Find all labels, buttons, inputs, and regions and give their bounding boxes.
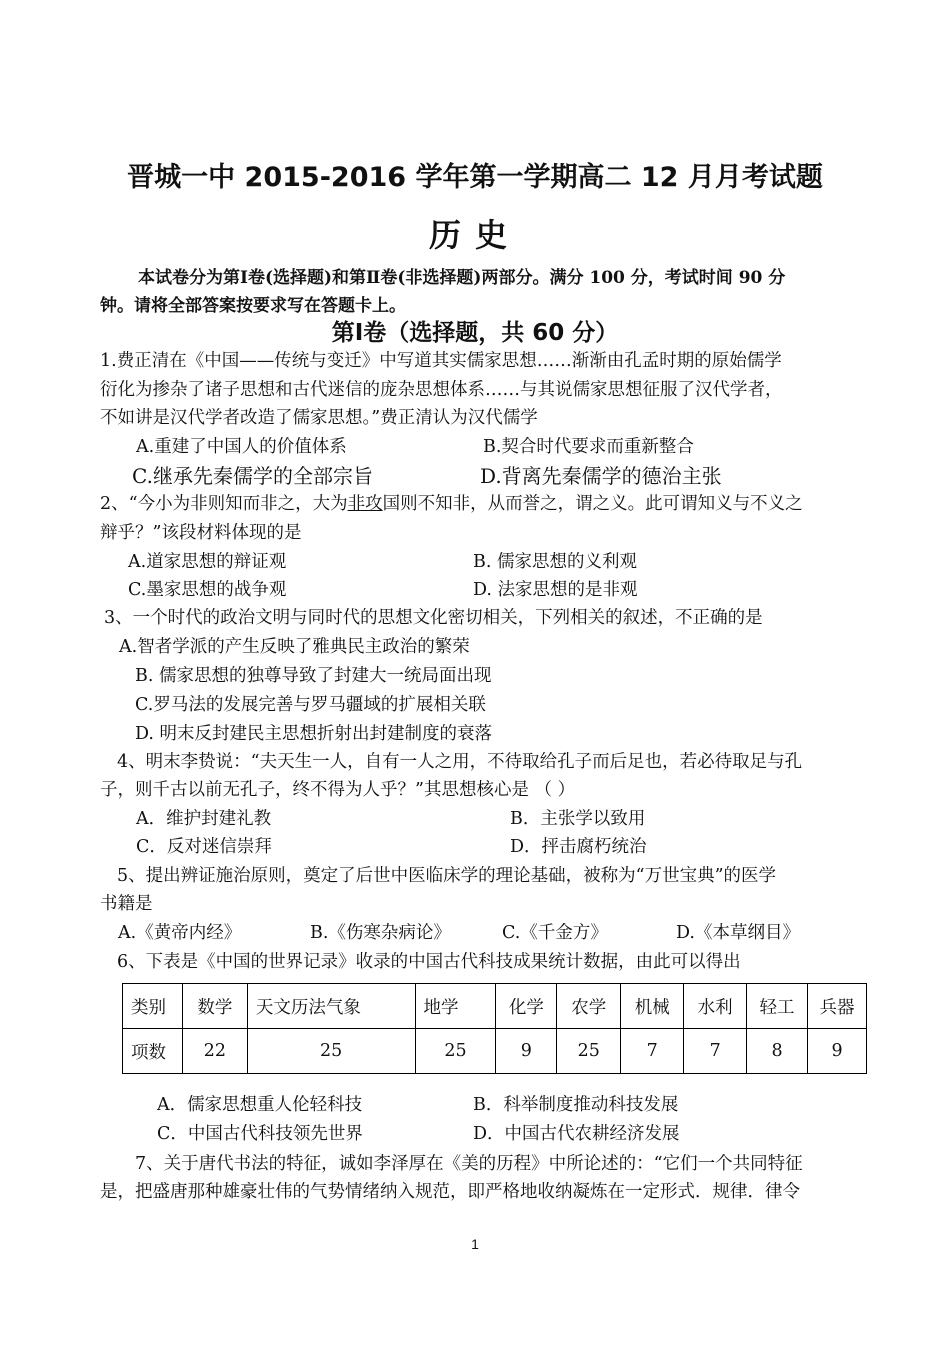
exam-title: 晋城一中 2015-2016 学年第一学期高二 12 月月考试题 <box>127 162 823 193</box>
part-one-title: 第Ⅰ卷（选择题，共 60 分） <box>331 320 619 346</box>
q1-stem-line-3: 不如讲是汉代学者改造了儒家思想。”费正清认为汉代儒学 <box>100 408 538 428</box>
table-cell: 7 <box>621 1029 684 1074</box>
q5-stem-line-1: 5、提出辨证施治原则，奠定了后世中医临床学的理论基础，被称为“万世宝典”的医学 <box>117 866 777 886</box>
table-cell: 9 <box>808 1029 867 1074</box>
table-cell: 7 <box>684 1029 747 1074</box>
q2-stem-underlined: 非攻 <box>347 494 383 514</box>
table-cell: 项数 <box>123 1029 183 1074</box>
intro-line-2: 钟。请将全部答案按要求写在答题卡上。 <box>100 296 406 316</box>
table-cell: 地学 <box>415 984 496 1029</box>
page-number: 1 <box>471 1236 479 1252</box>
table-cell: 轻工 <box>747 984 808 1029</box>
q4-option-b: B．主张学以致用 <box>510 809 646 829</box>
q4-option-d: D．抨击腐朽统治 <box>510 837 647 857</box>
q4-option-a: A．维护封建礼教 <box>136 809 272 829</box>
q3-option-b: B. 儒家思想的独尊导致了封建大一统局面出现 <box>135 666 492 686</box>
q6-option-a: A．儒家思想重人伦轻科技 <box>157 1095 363 1115</box>
q3-stem-line-1: 3、一个时代的政治文明与同时代的思想文化密切相关，下列相关的叙述，不正确的是 <box>104 608 763 628</box>
table-cell: 数学 <box>182 984 247 1029</box>
q7-stem-line-2: 是，把盛唐那种雄豪壮伟的气势情绪纳入规范，即严格地收纳凝炼在一定形式．规律．律令 <box>100 1182 800 1202</box>
table-cell: 农学 <box>557 984 621 1029</box>
table-header-row <box>123 984 867 1029</box>
table-cell: 25 <box>415 1029 496 1074</box>
q7-stem-line-1: 7、关于唐代书法的特征，诚如李泽厚在《美的历程》中所论述的：“它们一个共同特征 <box>135 1154 803 1174</box>
intro-line-1: 本试卷分为第Ⅰ卷(选择题)和第Ⅱ卷(非选择题)两部分。满分 100 分，考试时间 90 分 <box>138 268 786 288</box>
table-cell: 天文历法气象 <box>247 984 415 1029</box>
table-row <box>123 1029 867 1074</box>
table-cell: 化学 <box>496 984 557 1029</box>
q5-option-c: C.《千金方》 <box>502 923 608 943</box>
q2-stem-line-1 <box>100 490 803 515</box>
q2-option-a: A.道家思想的辩证观 <box>128 552 287 572</box>
table-cell: 25 <box>247 1029 415 1074</box>
q2-stem-text-a: 2、“今小为非则知而非之，大为 <box>100 494 348 514</box>
q6-option-b: B．科举制度推动科技发展 <box>473 1095 679 1115</box>
q1-stem-line-1: 1.费正清在《中国——传统与变迁》中写道其实儒家思想……渐渐由孔孟时期的原始儒学 <box>100 351 782 371</box>
q2-stem-text-b: 国则不知非，从而誉之，谓之义。此可谓知义与不义之 <box>382 494 803 514</box>
table-cell: 25 <box>557 1029 621 1074</box>
q3-option-c: C.罗马法的发展完善与罗马疆域的扩展相关联 <box>135 695 486 715</box>
q5-option-a: A.《黄帝内经》 <box>118 923 242 943</box>
q2-option-c: C.墨家思想的战争观 <box>128 580 287 600</box>
q5-stem-line-2: 书籍是 <box>100 894 153 914</box>
q6-stem-line-1: 6、下表是《中国的世界记录》收录的中国古代科技成果统计数据，由此可以得出 <box>117 952 741 972</box>
q3-option-a: A.智者学派的产生反映了雅典民主政治的繁荣 <box>119 637 470 657</box>
table-cell: 8 <box>747 1029 808 1074</box>
q4-stem-line-2: 子，则千古以前无孔子，终不得为人乎？”其思想核心是 （ ） <box>100 780 576 800</box>
q4-option-c: C．反对迷信崇拜 <box>136 837 272 857</box>
q1-option-d: D.背离先秦儒学的德治主张 <box>480 464 722 488</box>
table-cell: 水利 <box>684 984 747 1029</box>
q1-option-b: B.契合时代要求而重新整合 <box>483 437 694 457</box>
subject-heading: 历史 <box>428 216 521 254</box>
q4-stem-line-1: 4、明末李贽说：“夫天生一人，自有一人之用，不待取给孔子而后足也，若必待取足与孔 <box>117 752 803 772</box>
q2-option-b: B. 儒家思想的义利观 <box>473 552 637 572</box>
q2-stem-line-2: 辩乎？”该段材料体现的是 <box>100 523 302 543</box>
table-cell: 类别 <box>123 984 183 1029</box>
q1-option-c: C.继承先秦儒学的全部宗旨 <box>132 464 373 488</box>
q5-option-b: B.《伤寒杂病论》 <box>310 923 451 943</box>
q6-option-d: D．中国古代农耕经济发展 <box>473 1124 680 1144</box>
q2-option-d: D. 法家思想的是非观 <box>473 580 638 600</box>
table-cell: 机械 <box>621 984 684 1029</box>
q1-option-a: A.重建了中国人的价值体系 <box>136 437 347 457</box>
tech-stats-table <box>122 983 867 1074</box>
q1-stem-line-2: 衍化为掺杂了诸子思想和古代迷信的庞杂思想体系……与其说儒家思想征服了汉代学者， <box>100 380 783 400</box>
table-cell: 22 <box>182 1029 247 1074</box>
q5-option-d: D.《本草纲目》 <box>676 923 800 943</box>
table-cell: 兵器 <box>808 984 867 1029</box>
table-cell: 9 <box>496 1029 557 1074</box>
q3-option-d: D. 明末反封建民主思想折射出封建制度的衰落 <box>135 724 493 744</box>
q6-option-c: C．中国古代科技领先世界 <box>157 1124 363 1144</box>
